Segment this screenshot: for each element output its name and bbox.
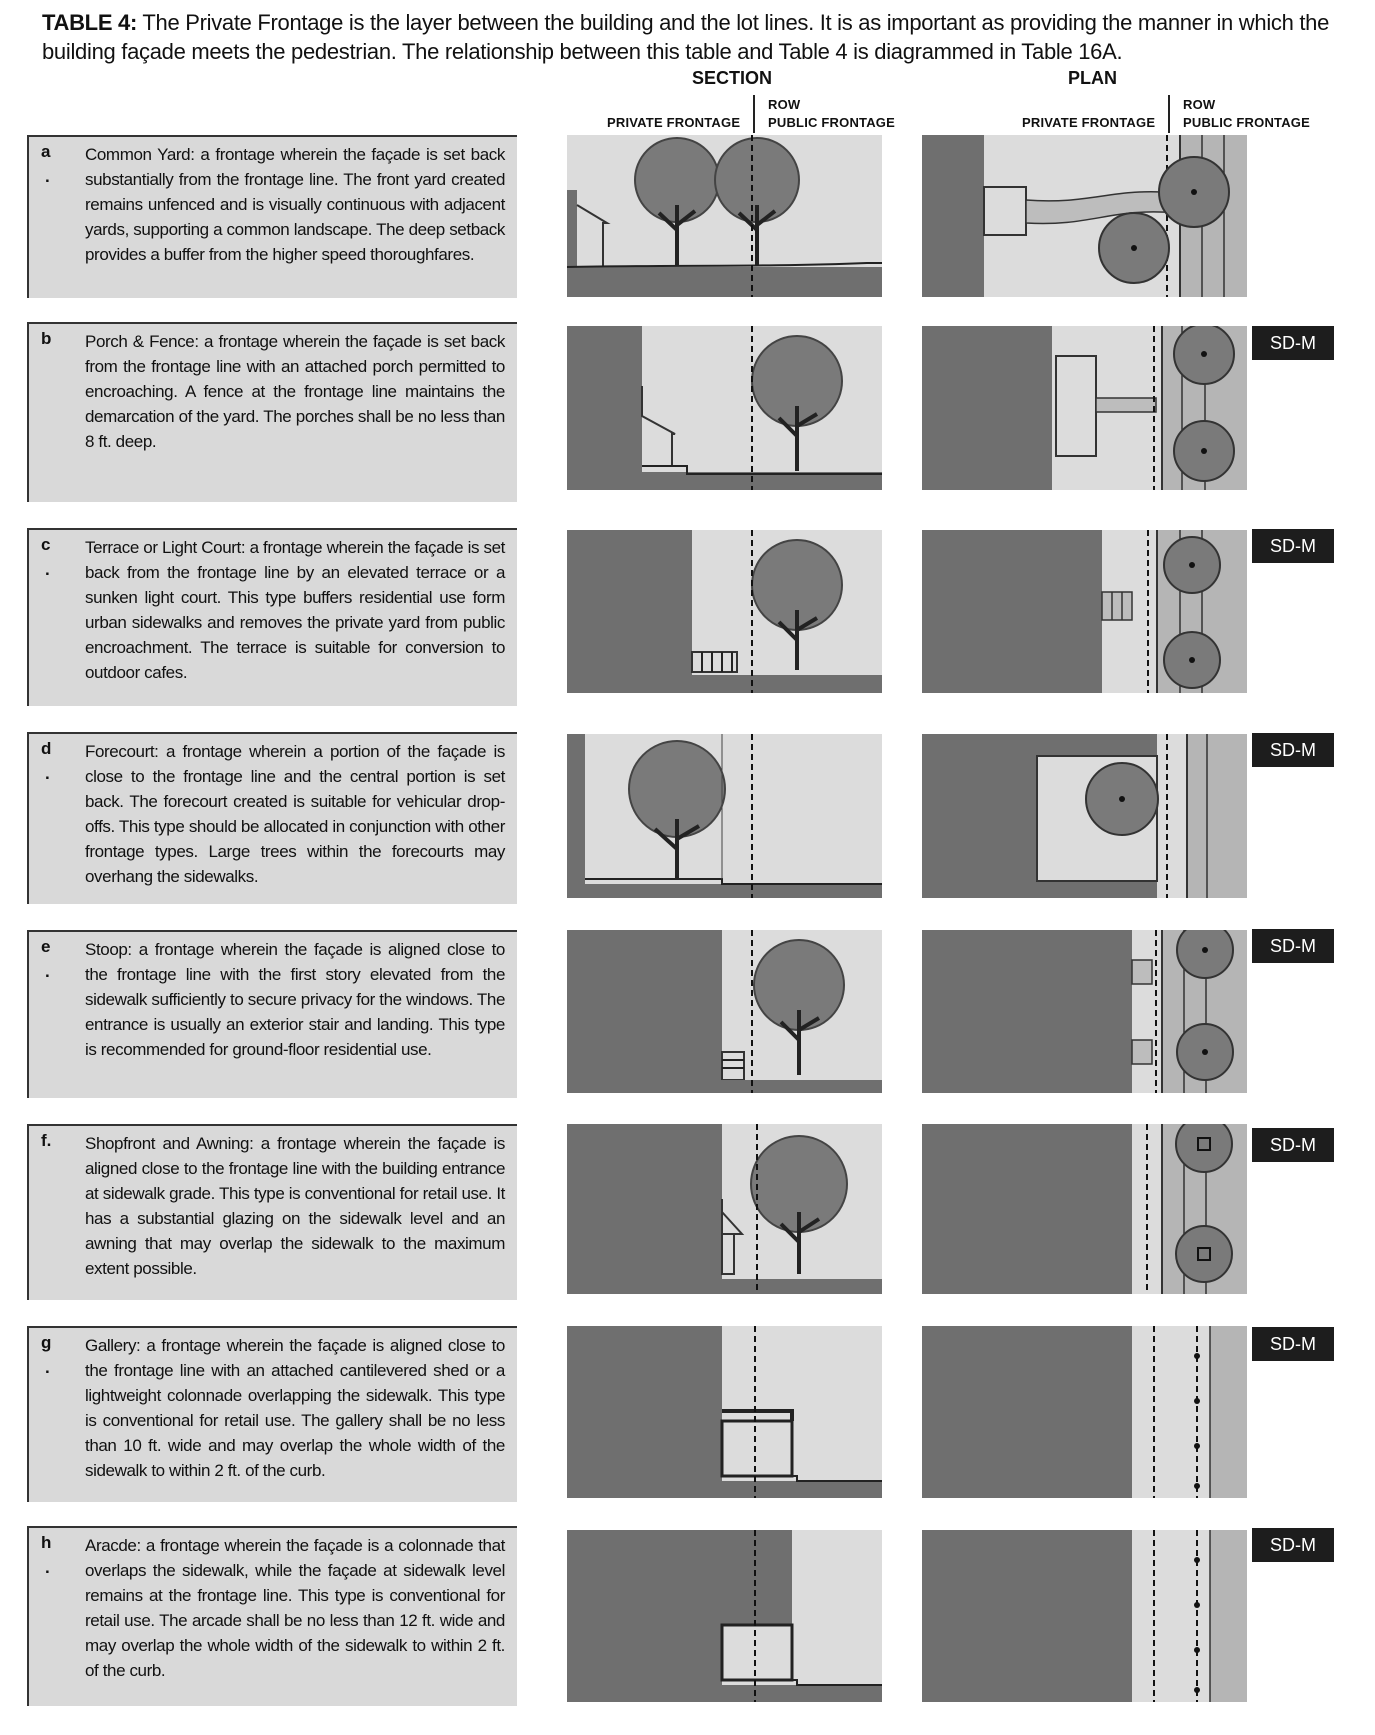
- section-diagram-h: [567, 1530, 882, 1702]
- frontage-row-g: [27, 1326, 517, 1502]
- row-dot: .: [45, 764, 50, 783]
- plan-diagram-g: [922, 1326, 1247, 1498]
- row-title: Shopfront and Awning:: [85, 1134, 254, 1153]
- section-divider: [753, 95, 755, 133]
- table-label: TABLE 4:: [42, 10, 137, 35]
- row-letter: g: [41, 1333, 52, 1352]
- row-title: Porch & Fence:: [85, 332, 199, 351]
- row-text: a frontage wherein the façade is set back from the frontage line with an attached porch permitted to encroaching. A fence at the frontage line maintains the demarcation of the yard. The porches shall be no less than 8 ft. deep.: [85, 332, 505, 451]
- row-text: a frontage wherein the façade is aligned close to the frontage line with an attached cantilevered shed or a lightweight colonnade overlapping the sidewalk. This type is conventional for retail use. The gallery shall be no less than 10 ft. wide and may overlap the whole width of the sidewalk to within 2 ft. of the curb.: [85, 1336, 505, 1480]
- row-description: [85, 329, 505, 454]
- section-diagram-c: [567, 530, 882, 693]
- district-badge: SD-M: [1252, 733, 1334, 767]
- plan-diagram-a: [922, 135, 1247, 297]
- row-description: [85, 937, 505, 1062]
- row-title: Terrace or Light Court:: [85, 538, 246, 557]
- row-description: [85, 1333, 505, 1483]
- plan-diagram-b: [922, 326, 1247, 490]
- section-diagram-e: [567, 930, 882, 1093]
- frontage-row-f: [27, 1124, 517, 1300]
- plan-diagram-c: [922, 530, 1247, 693]
- table-caption-text: The Private Frontage is the layer between the building and the lot lines. It is as important as providing the manner in which the building façade meets the pedestrian. The relationship between this table and Table 4 is diagrammed in Table 16A.: [42, 10, 1330, 64]
- district-badge: SD-M: [1252, 529, 1334, 563]
- frontage-row-b: [27, 322, 517, 502]
- row-letter: d: [41, 739, 52, 758]
- section-public-label: PUBLIC FRONTAGE: [768, 115, 895, 130]
- plan-diagram-f: [922, 1124, 1247, 1294]
- section-row-label: ROW: [768, 97, 801, 112]
- row-text: a frontage wherein the façade is aligned close to the frontage line with the building entrance at sidewalk grade. This type is conventional for retail use. It has a substantial glazing on the sidewalk level and an awning that may overlap the sidewalk to the maximum extent possible.: [85, 1134, 505, 1278]
- section-diagram-f: [567, 1124, 882, 1294]
- row-letter: h: [41, 1533, 52, 1552]
- section-private-label: PRIVATE FRONTAGE: [607, 115, 741, 130]
- district-badge: SD-M: [1252, 1528, 1334, 1562]
- row-description: [85, 739, 505, 889]
- plan-heading: PLAN: [1068, 68, 1117, 88]
- row-title: Stoop:: [85, 940, 132, 959]
- frontage-row-h: [27, 1526, 517, 1706]
- row-text: a frontage wherein the façade is a colonnade that overlaps the sidewalk, while the façade at sidewalk level remains at the frontage line. This type is conventional for retail use. The arcade shall be no less than 12 ft. wide and may overlap the whole width of the sidewalk to within 2 ft. of the curb.: [85, 1536, 505, 1680]
- row-letter: a: [41, 142, 51, 161]
- frontage-row-d: [27, 732, 517, 904]
- plan-private-label: PRIVATE FRONTAGE: [1022, 115, 1156, 130]
- row-letter: b: [41, 329, 52, 348]
- row-dot: .: [45, 1358, 50, 1377]
- section-diagram-b: [567, 326, 882, 490]
- row-dot: .: [45, 1558, 50, 1577]
- row-letter: e: [41, 937, 51, 956]
- plan-diagram-d: [922, 734, 1247, 898]
- row-title: Gallery:: [85, 1336, 141, 1355]
- frontage-row-c: [27, 528, 517, 706]
- row-text: a frontage wherein the façade is set back substantially from the frontage line. The front yard created remains unfenced and is visually continuous with adjacent yards, supporting a common landscape. The deep setback provides a buffer from the higher speed thoroughfares.: [85, 145, 505, 264]
- row-title: Aracde:: [85, 1536, 141, 1555]
- frontage-row-e: [27, 930, 517, 1098]
- district-badge: SD-M: [1252, 1128, 1334, 1162]
- row-description: [85, 535, 505, 685]
- plan-diagram-e: [922, 930, 1247, 1093]
- row-description: [85, 142, 505, 267]
- row-title: Common Yard:: [85, 145, 195, 164]
- row-letter: f.: [41, 1131, 52, 1150]
- district-badge: SD-M: [1252, 1327, 1334, 1361]
- row-description: [85, 1131, 505, 1281]
- row-text: a frontage wherein a portion of the façade is close to the frontage line and the central portion is set back. The forecourt created is suitable for vehicular drop-offs. This type should be allocated in conjunction with other frontage types. Large trees within the forecourts may overhang the sidewalks.: [85, 742, 505, 886]
- plan-public-label: PUBLIC FRONTAGE: [1183, 115, 1310, 130]
- district-badge: SD-M: [1252, 929, 1334, 963]
- row-text: a frontage wherein the façade is set back from the frontage line by an elevated terrace or a sunken light court. This type buffers residential use form urban sidewalks and removes the private yard from public encroachment. The terrace is suitable for conversion to outdoor cafes.: [85, 538, 505, 682]
- table-caption: [42, 8, 1342, 66]
- district-badge: SD-M: [1252, 326, 1334, 360]
- section-diagram-a: [567, 135, 882, 297]
- frontage-row-a: [27, 135, 517, 298]
- row-dot: .: [45, 167, 50, 186]
- plan-diagram-h: [922, 1530, 1247, 1702]
- row-letter: c: [41, 535, 51, 554]
- row-description: [85, 1533, 505, 1683]
- section-diagram-g: [567, 1326, 882, 1498]
- row-dot: .: [45, 962, 50, 981]
- plan-divider: [1168, 95, 1170, 133]
- section-diagram-d: [567, 734, 882, 898]
- row-title: Forecourt:: [85, 742, 159, 761]
- plan-row-label: ROW: [1183, 97, 1216, 112]
- row-dot: .: [45, 560, 50, 579]
- section-heading: SECTION: [692, 68, 773, 88]
- row-text: a frontage wherein the façade is aligned close to the frontage line with the first story elevated from the sidewalk sufficiently to secure privacy for the windows. The entrance is usually an exterior stair and landing. This type is recommended for ground-floor residential use.: [85, 940, 505, 1059]
